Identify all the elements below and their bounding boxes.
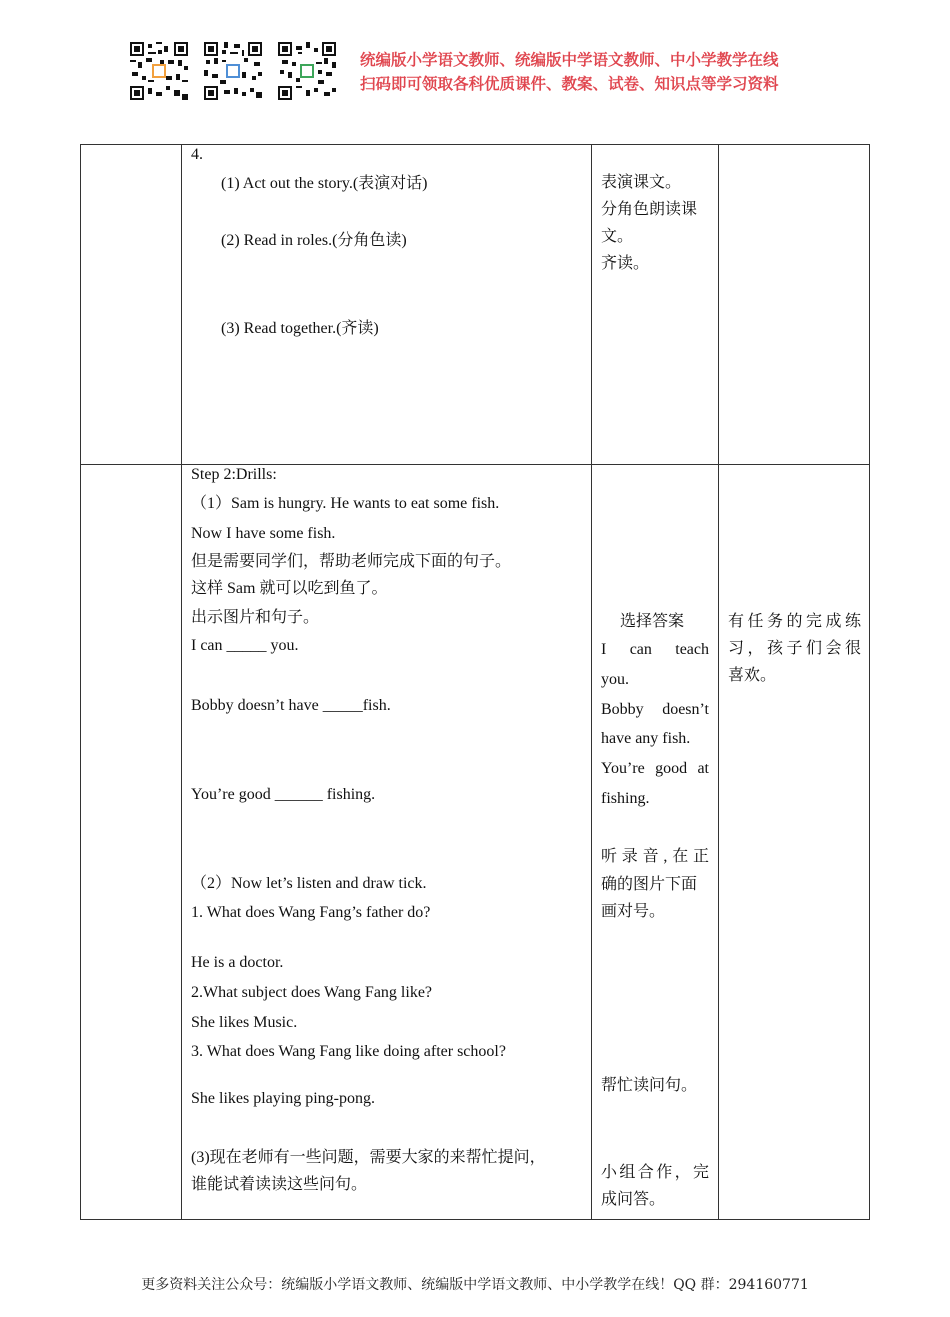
- student-activity: 确的图片下面: [601, 876, 698, 893]
- student-answer: you.: [601, 671, 629, 688]
- student-answer: I can teach: [601, 641, 709, 658]
- drill-line: Now I have some fish.: [191, 525, 336, 542]
- page-footer: 更多资料关注公众号：统编版小学语文教师、统编版中学语文教师、中小学教学在线！QQ 群：294160771: [141, 1277, 809, 1293]
- drill-line: You’re good ______ fishing.: [191, 786, 376, 803]
- student-answer: You’re good at: [601, 760, 709, 777]
- student-activity: 分角色朗读课: [601, 201, 698, 218]
- qr-code-icon[interactable]: [204, 42, 262, 100]
- qr-code-icon[interactable]: [130, 42, 188, 100]
- student-activity: 画对号。: [601, 903, 666, 920]
- table-border-right: [869, 144, 870, 1220]
- drill-line: 2.What subject does Wang Fang like?: [191, 984, 433, 1001]
- design-intent: 喜欢。: [728, 667, 777, 684]
- activity-item: (1) Act out the story.(表演对话): [221, 175, 428, 192]
- drill-line: Bobby doesn’t have _____fish.: [191, 697, 391, 714]
- student-activity: 表演课文。: [601, 174, 682, 191]
- drill-line: She likes playing ping-pong.: [191, 1090, 375, 1107]
- drill-line: （1）Sam is hungry. He wants to eat some fish.: [191, 495, 500, 512]
- drill-line: 3. What does Wang Fang like doing after school?: [191, 1043, 506, 1060]
- step-number: 4.: [191, 146, 203, 163]
- qr-code-icon[interactable]: [278, 42, 336, 100]
- drill-line: (3)现在老师有一些问题，需要大家的来帮忙提问，: [191, 1149, 546, 1166]
- student-activity: 文。: [601, 228, 634, 245]
- drill-line: He is a doctor.: [191, 954, 284, 971]
- banner-line-1: 统编版小学语文教师、统编版中学语文教师、中小学教学在线: [360, 51, 779, 69]
- table-column-divider: [181, 144, 182, 1220]
- student-activity: 小组合作，完: [601, 1164, 709, 1181]
- drill-line: 1. What does Wang Fang’s father do?: [191, 904, 431, 921]
- design-intent: 习，孩子们会很: [728, 640, 861, 657]
- lesson-table: [80, 144, 870, 1220]
- activity-item: (2) Read in roles.(分角色读): [221, 232, 407, 249]
- qr-code-graphic: [278, 42, 336, 100]
- design-intent: 有任务的完成练: [728, 613, 861, 630]
- student-answer: Bobby doesn’t: [601, 701, 709, 718]
- page-header: [130, 42, 830, 102]
- student-answer: have any fish.: [601, 730, 691, 747]
- activity-item: (3) Read together.(齐读): [221, 320, 379, 337]
- drill-line: 谁能试着读读这些问句。: [191, 1176, 368, 1193]
- table-column-divider: [591, 144, 592, 1220]
- table-border-bottom: [80, 1219, 870, 1220]
- step-title: Step 2:Drills:: [191, 466, 277, 483]
- student-activity: 齐读。: [601, 255, 650, 272]
- student-activity: 帮忙读问句。: [601, 1077, 698, 1094]
- qr-code-graphic: [204, 42, 262, 100]
- table-column-divider: [718, 144, 719, 1220]
- student-activity: 听录音,在正: [601, 848, 709, 865]
- drill-line: （2）Now let’s listen and draw tick.: [191, 875, 427, 892]
- qr-code-graphic: [130, 42, 188, 100]
- drill-line: 出示图片和句子。: [191, 609, 320, 626]
- drill-line: I can _____ you.: [191, 637, 299, 654]
- student-activity: 选择答案: [620, 613, 685, 630]
- header-banner: [360, 48, 779, 96]
- student-answer: fishing.: [601, 790, 650, 807]
- drill-line: 但是需要同学们，帮助老师完成下面的句子。: [191, 553, 512, 570]
- table-border-left: [80, 144, 81, 1220]
- banner-line-2: 扫码即可领取各科优质课件、教案、试卷、知识点等学习资料: [360, 75, 779, 93]
- student-activity: 成问答。: [601, 1191, 666, 1208]
- drill-line: 这样 Sam 就可以吃到鱼了。: [191, 580, 388, 597]
- drill-line: She likes Music.: [191, 1014, 298, 1031]
